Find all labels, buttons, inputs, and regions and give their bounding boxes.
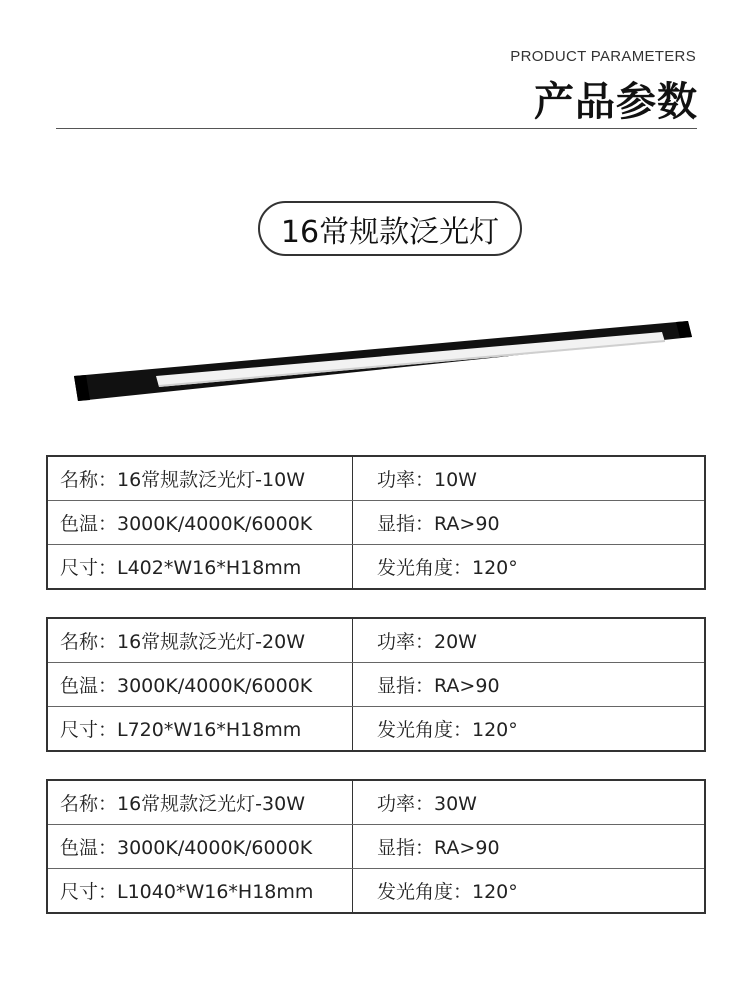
- spec-color-temp: 色温：3000K/4000K/6000K: [47, 663, 353, 707]
- spec-name: 名称：16常规款泛光灯-30W: [47, 780, 353, 825]
- spec-beam-angle: 发光角度：120°: [377, 557, 518, 579]
- spec-name: 名称：16常规款泛光灯-20W: [47, 618, 353, 663]
- spec-size: 尺寸：L402*W16*H18mm: [47, 545, 353, 590]
- table-row: [47, 456, 705, 501]
- table-row: [47, 780, 705, 825]
- spec-power: 功率：20W: [353, 618, 706, 663]
- spec-beam-angle: 发光角度：120°: [377, 719, 518, 741]
- spec-cri: 显指：RA>90: [353, 501, 706, 545]
- spec-cri: 显指：RA>90: [353, 663, 706, 707]
- spec-color-temp: 色温：3000K/4000K/6000K: [47, 825, 353, 869]
- spec-power: 功率：10W: [353, 456, 706, 501]
- spec-table-10w: [46, 455, 706, 590]
- spec-table-20w: [46, 617, 706, 752]
- spec-table-30w: [46, 779, 706, 914]
- page-title: 产品参数: [534, 79, 698, 125]
- floodlight-bar-image: [70, 312, 694, 406]
- table-row: [47, 545, 705, 590]
- table-row: [47, 869, 705, 914]
- spec-name: 名称：16常规款泛光灯-10W: [47, 456, 353, 501]
- header-subtitle: PRODUCT PARAMETERS: [510, 48, 696, 65]
- spec-size: 尺寸：L1040*W16*H18mm: [47, 869, 353, 914]
- spec-size: 尺寸：L720*W16*H18mm: [47, 707, 353, 752]
- header-divider: [56, 128, 697, 129]
- table-row: [47, 663, 705, 707]
- product-name-pill: [258, 201, 522, 256]
- table-row: [47, 707, 705, 752]
- product-name: 16常规款泛光灯: [280, 214, 500, 250]
- table-row: [47, 618, 705, 663]
- table-row: [47, 501, 705, 545]
- spec-color-temp: 色温：3000K/4000K/6000K: [47, 501, 353, 545]
- spec-power: 功率：30W: [353, 780, 706, 825]
- spec-cri: 显指：RA>90: [353, 825, 706, 869]
- table-row: [47, 825, 705, 869]
- spec-beam-angle: 发光角度：120°: [377, 881, 518, 903]
